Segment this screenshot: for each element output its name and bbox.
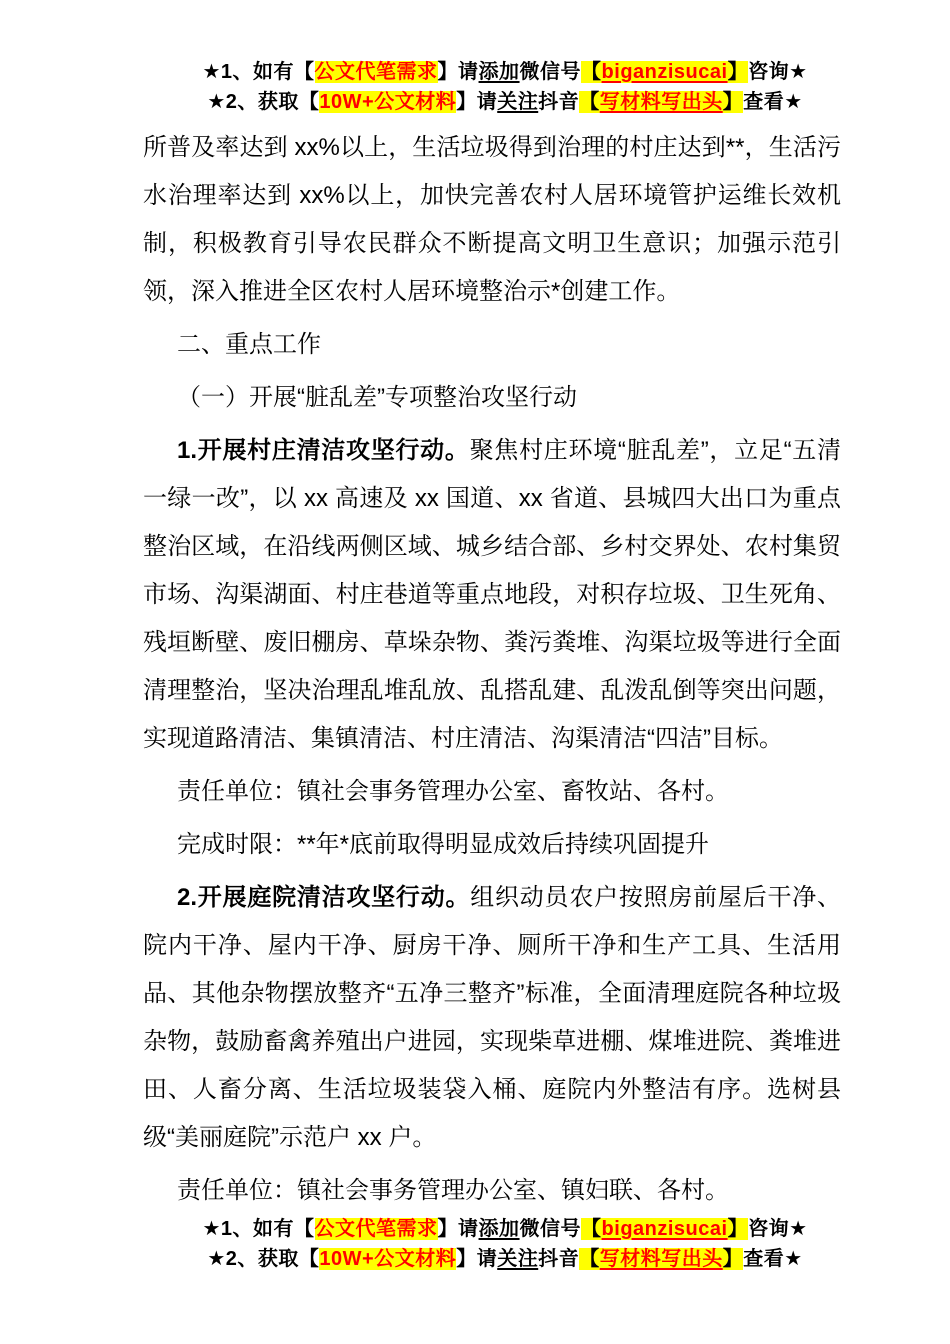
promo-prefix: ★1、如有【 — [202, 61, 315, 83]
task-2-text: 组织动员农户按照房前屋后干净、院内干净、屋内干净、厨房干净、厕所干净和生产工具、生活用品、其他杂物摆放整齐“五净三整齐”标准，全面清理庭院各种垃圾杂物，鼓励畜禽养殖出户进园，实现柴草进棚、煤堆进院、粪堆进田、人畜分离、生活垃圾装袋入桶、庭院内外整洁有序。选树县级“美丽庭院”示范户 xx 户。 — [143, 884, 842, 1151]
promo-add-underlined: 添加 — [478, 61, 520, 83]
promo-follow-underlined: 关注 — [497, 1248, 539, 1270]
bracket-open: 【 — [579, 91, 600, 113]
promo-suffix: 咨询★ — [748, 1218, 808, 1240]
promo-mid: 】请 — [456, 1248, 498, 1270]
douyin-id: 写材料写出头 — [599, 1248, 723, 1270]
task-1-title: 1.开展村庄清洁攻坚行动。 — [177, 437, 470, 464]
bracket-close: 】 — [722, 1248, 744, 1270]
task-2-title: 2.开展庭院清洁攻坚行动。 — [177, 884, 471, 911]
promo-line-2 — [60, 1244, 950, 1274]
wechat-id: biganzisucai — [601, 1218, 728, 1240]
promo-suffix: 查看★ — [743, 1248, 803, 1270]
responsibility-line-2: 责任单位：镇社会事务管理办公室、镇妇联、各村。 — [177, 1177, 729, 1204]
task-1-paragraph — [143, 427, 841, 763]
wechat-id-highlight — [581, 1218, 748, 1240]
promo-prefix: ★2、获取【 — [207, 1248, 320, 1270]
bracket-close: 】 — [722, 91, 744, 113]
promo-follow-underlined: 关注 — [497, 91, 539, 113]
bracket-open: 【 — [581, 61, 602, 83]
bracket-close: 】 — [727, 61, 749, 83]
bracket-close: 】 — [727, 1218, 749, 1240]
promo-material-highlight: 10W+公文材料 — [319, 1248, 457, 1270]
wechat-id-highlight — [581, 61, 748, 83]
promo-suffix: 咨询★ — [748, 61, 808, 83]
promo-mid: 微信号 — [519, 61, 582, 83]
task-1-text: 聚焦村庄环境“脏乱差”，立足“五清一绿一改”，以 xx 高速及 xx 国道、xx 省道、县城四大出口为重点整治区域，在沿线两侧区域、城乡结合部、乡村交界处、农村集贸市场、沟渠湖面、村庄巷道等重点地段，对积存垃圾、卫生死角、残垣断壁、废旧棚房、草垛杂物、粪污粪堆、沟渠垃圾等进行全面清理整治，坚决治理乱堆乱放、乱搭乱建、乱泼乱倒等突出问题，实现道路清洁、集镇清洁、村庄清洁、沟渠清洁“四洁”目标。 — [143, 437, 841, 752]
promo-prefix: ★1、如有【 — [202, 1218, 315, 1240]
responsibility-line-1: 责任单位：镇社会事务管理办公室、畜牧站、各村。 — [177, 778, 729, 805]
promo-service-highlight: 公文代笔需求 — [314, 1218, 438, 1240]
promo-prefix: ★2、获取【 — [207, 91, 320, 113]
douyin-id: 写材料写出头 — [599, 91, 723, 113]
promo-add-underlined: 添加 — [478, 1218, 520, 1240]
deadline-line: 完成时限：**年*底前取得明显成效后持续巩固提升 — [177, 831, 710, 858]
promo-mid: 抖音 — [538, 91, 580, 113]
douyin-id-highlight — [579, 1248, 743, 1270]
promo-mid: 微信号 — [519, 1218, 582, 1240]
continuation-paragraph: 所普及率达到 xx%以上，生活垃圾得到治理的村庄达到**，生活污水治理率达到 xx%以上，加快完善农村人居环境管护运维长效机制，积极教育引导农民群众不断提高文明卫生意识；加强示范引领，深入推进全区农村人居环境整治示*创建工作。 — [143, 134, 841, 305]
subsection-heading: （一）开展“脏乱差”专项整治攻坚行动 — [177, 384, 577, 411]
wechat-id: biganzisucai — [601, 61, 728, 83]
promo-mid: 抖音 — [538, 1248, 580, 1270]
promo-mid: 】请 — [437, 1218, 479, 1240]
promo-banner-top — [60, 57, 950, 117]
task-2-paragraph — [143, 874, 841, 1162]
promo-suffix: 查看★ — [743, 91, 803, 113]
promo-line-1 — [60, 57, 950, 87]
bracket-open: 【 — [579, 1248, 600, 1270]
document-body — [143, 124, 841, 1220]
douyin-id-highlight — [579, 91, 743, 113]
promo-mid: 】请 — [437, 61, 479, 83]
promo-line-1 — [60, 1214, 950, 1244]
promo-mid: 】请 — [456, 91, 498, 113]
section-heading: 二、重点工作 — [177, 331, 321, 358]
bracket-open: 【 — [581, 1218, 602, 1240]
promo-material-highlight: 10W+公文材料 — [319, 91, 457, 113]
promo-line-2 — [60, 87, 950, 117]
promo-service-highlight: 公文代笔需求 — [314, 61, 438, 83]
promo-banner-bottom — [60, 1214, 950, 1274]
